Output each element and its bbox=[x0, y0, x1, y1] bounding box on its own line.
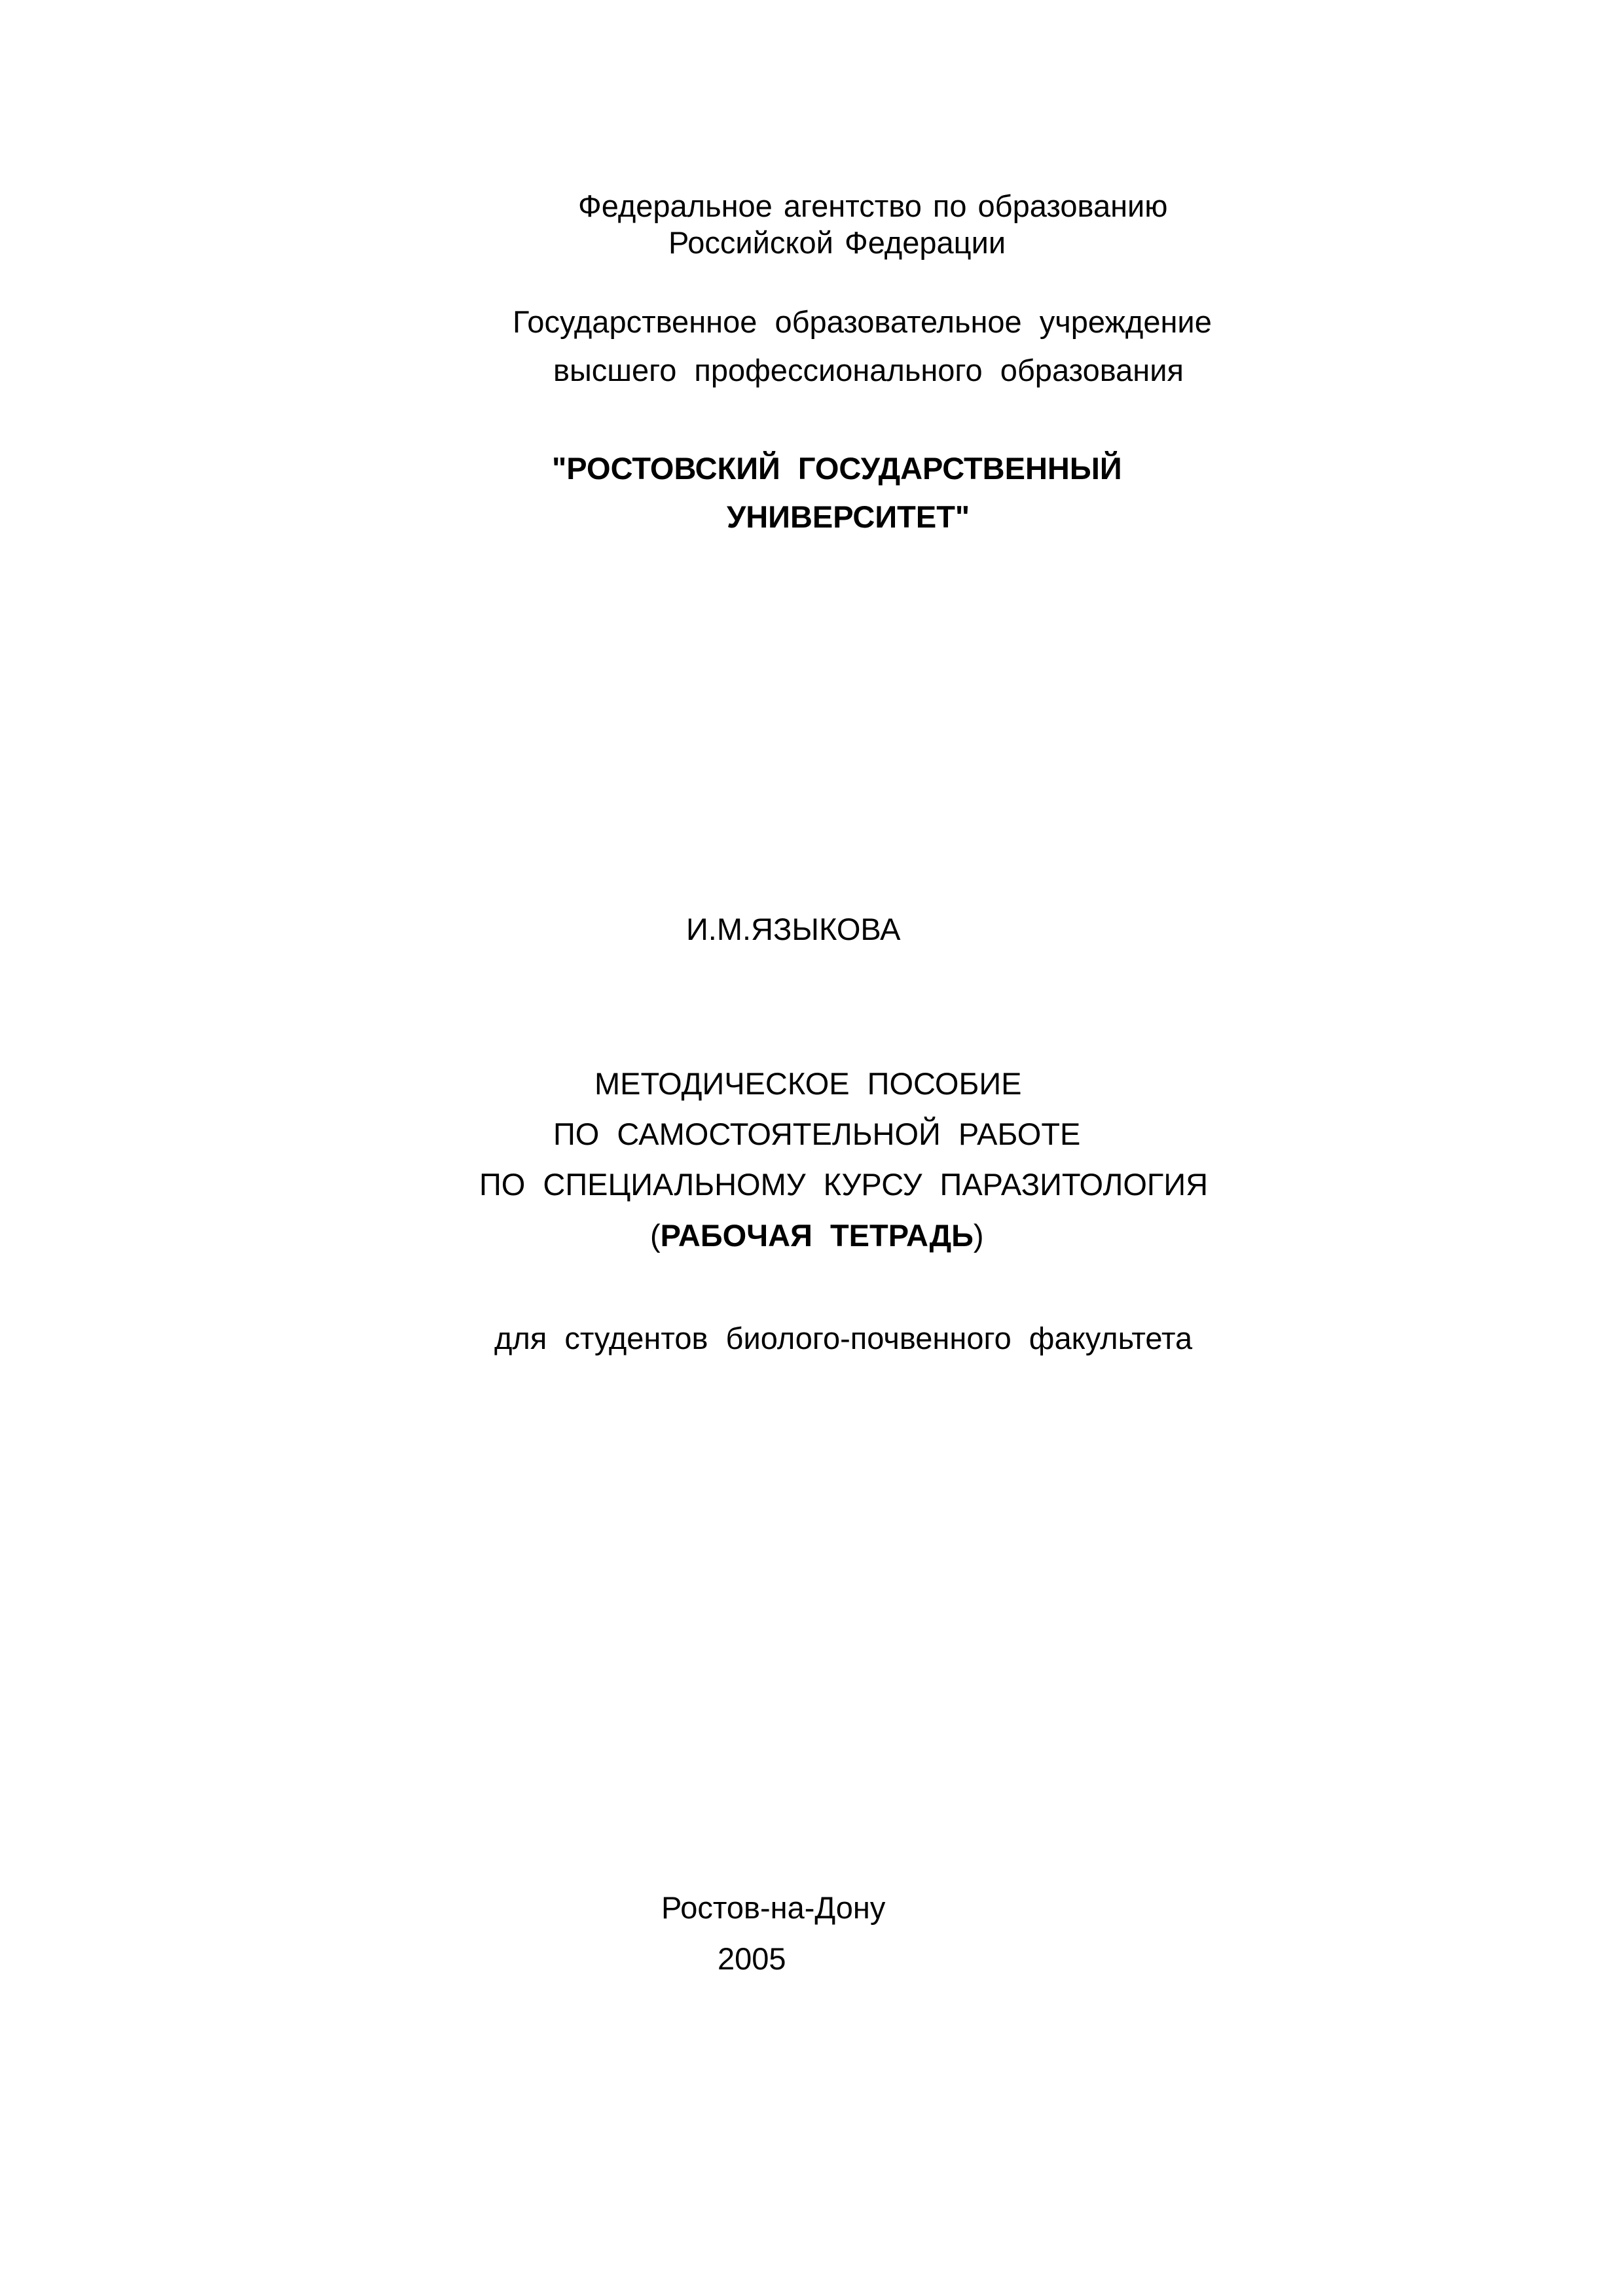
audience-line: для студентов биолого-почвенного факультета bbox=[494, 1321, 1193, 1355]
title-line-2: ПО САМОСТОЯТЕЛЬНОЙ РАБОТЕ bbox=[553, 1117, 1081, 1151]
university-name-line-1: "РОСТОВСКИЙ ГОСУДАРСТВЕННЫЙ bbox=[552, 451, 1122, 486]
publication-year: 2005 bbox=[718, 1941, 786, 1976]
author-name: И.М.ЯЗЫКОВА bbox=[686, 912, 901, 946]
title-line-1: МЕТОДИЧЕСКОЕ ПОСОБИЕ bbox=[594, 1066, 1022, 1101]
title-paren-open: ( bbox=[650, 1218, 661, 1253]
institution-line-1: Государственное образовательное учреждение bbox=[513, 304, 1212, 339]
institution-line-2: высшего профессионального образования bbox=[553, 353, 1184, 387]
title-line-3: ПО СПЕЦИАЛЬНОМУ КУРСУ ПАРАЗИТОЛОГИЯ bbox=[479, 1167, 1209, 1202]
title-paren-close: ) bbox=[973, 1218, 984, 1253]
workbook-label: РАБОЧАЯ ТЕТРАДЬ bbox=[660, 1218, 974, 1253]
agency-line-2: Российской Федерации bbox=[668, 225, 1006, 260]
title-line-4 bbox=[650, 1217, 984, 1254]
university-name-line-2: УНИВЕРСИТЕТ" bbox=[727, 499, 970, 534]
publication-city: Ростов-на-Дону bbox=[661, 1890, 886, 1925]
agency-line-1: Федеральное агентство по образованию bbox=[578, 188, 1168, 223]
